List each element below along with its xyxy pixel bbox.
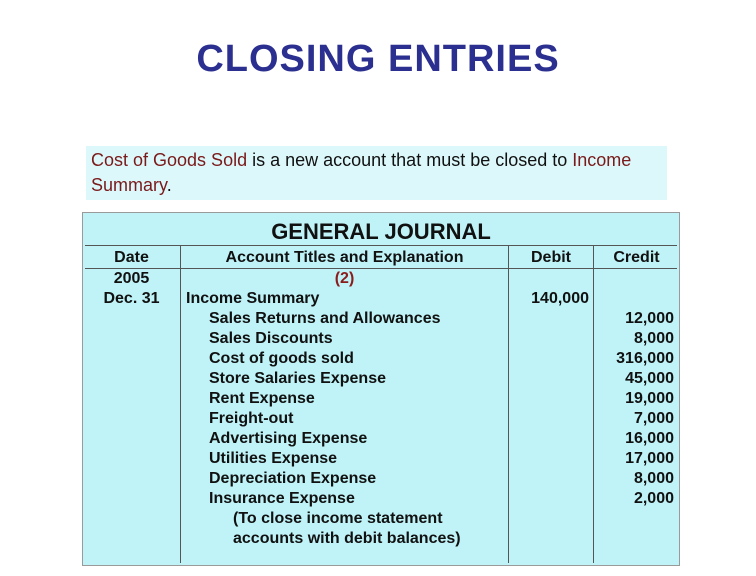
credit-amount: 8,000 <box>633 470 674 487</box>
general-journal <box>82 212 680 566</box>
callout-text: is a new account that must be closed to <box>247 150 573 170</box>
credit-account: Rent Expense <box>209 390 315 407</box>
credit-account: Utilities Expense <box>209 450 338 467</box>
callout-note <box>86 146 667 200</box>
credit-account: Advertising Expense <box>209 430 368 447</box>
header-account: Account Titles and Explanation <box>225 249 464 266</box>
credit-account: Cost of goods sold <box>209 350 354 367</box>
credit-account: Sales Returns and Allowances <box>209 310 441 327</box>
credit-account: Sales Discounts <box>209 330 333 347</box>
credit-amount: 316,000 <box>616 350 674 367</box>
credit-account: Store Salaries Expense <box>209 370 386 387</box>
explanation-line-1: (To close income statement <box>233 510 443 527</box>
credit-account: Insurance Expense <box>209 490 355 507</box>
entry-number: (2) <box>334 270 355 287</box>
callout-end: . <box>166 175 172 195</box>
date-column-divider <box>180 245 181 563</box>
callout-highlight-income-summary: Income Summary <box>91 150 632 195</box>
credit-amount: 12,000 <box>625 310 674 327</box>
debit-account: Income Summary <box>186 290 320 307</box>
journal-top-rule <box>85 245 677 246</box>
credit-amount: 8,000 <box>633 330 674 347</box>
page-title: CLOSING ENTRIES <box>196 38 560 80</box>
header-date: Date <box>114 249 149 266</box>
header-debit: Debit <box>531 249 571 266</box>
date-year: 2005 <box>113 270 150 287</box>
credit-amount: 17,000 <box>625 450 674 467</box>
date-day: Dec. 31 <box>103 290 160 307</box>
credit-account: Depreciation Expense <box>209 470 377 487</box>
credit-amount: 16,000 <box>625 430 674 447</box>
credit-amount: 2,000 <box>633 490 674 507</box>
journal-title: GENERAL JOURNAL <box>271 219 491 244</box>
callout-highlight-cogs: Cost of Goods Sold <box>91 150 248 170</box>
explanation-line-2: accounts with debit balances) <box>233 530 461 547</box>
credit-amount: 45,000 <box>625 370 674 387</box>
debit-amount: 140,000 <box>531 290 589 307</box>
credit-amount: 7,000 <box>633 410 674 427</box>
credit-amount: 19,000 <box>625 390 674 407</box>
header-credit: Credit <box>613 249 660 266</box>
credit-account: Freight-out <box>209 410 294 427</box>
